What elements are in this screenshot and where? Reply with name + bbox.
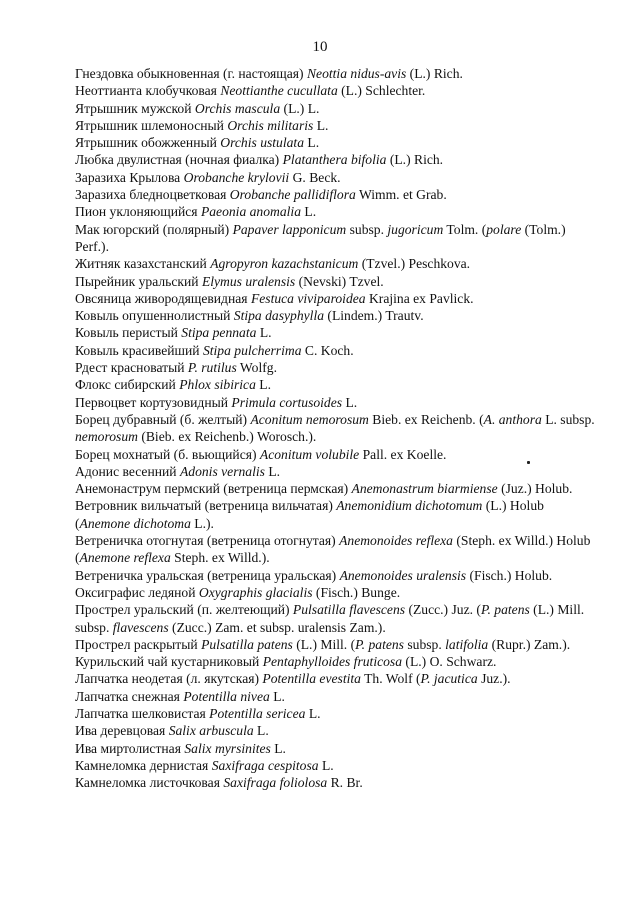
entry-text: Гнездовка обыкновенная (г. настоящая) <box>75 66 307 81</box>
entry-text: (L.) L. <box>280 100 320 116</box>
entry-text: Борец мохнатый (б. вьющийся) <box>75 446 260 462</box>
entry-text: L. <box>270 740 286 756</box>
entry-text: Ятрышник шлемоносный <box>75 117 228 133</box>
entry-text: Мак югорский (полярный) <box>75 221 233 237</box>
species-entry <box>75 670 595 687</box>
latin-name: Adonis vernalis <box>179 463 265 479</box>
species-entry <box>75 653 595 670</box>
latin-name: P. patens <box>480 602 530 618</box>
latin-name: Pentaphylloides fruticosa <box>262 654 403 670</box>
entry-text: Заразиха Крылова <box>75 169 184 185</box>
species-entry <box>75 290 595 307</box>
entry-text: L. <box>301 204 317 220</box>
latin-name: Festuca viviparoidea <box>250 290 366 306</box>
entry-text: Steph. ex Willd.). <box>170 550 270 566</box>
species-entry <box>75 688 595 705</box>
species-entry <box>75 497 595 532</box>
entry-text: Пырейник уральский <box>75 273 202 289</box>
latin-name: Paeonia anomalia <box>200 204 301 220</box>
latin-name: Anemonastrum biarmiense <box>351 481 498 497</box>
entry-text: Tolm. ( <box>443 221 487 237</box>
latin-name: Orchis militaris <box>227 117 314 133</box>
entry-text: L. <box>269 688 285 704</box>
entry-text: Анемонаструм пермский (ветреница пермская) <box>75 481 352 497</box>
entry-text: (Fisch.) Holub. <box>466 567 553 583</box>
species-entry <box>75 774 595 791</box>
entry-text: Bieb. ex Reichenb. ( <box>368 411 484 427</box>
entry-text: Лапчатка снежная <box>75 688 184 704</box>
species-entry <box>75 463 595 480</box>
species-entry <box>75 324 595 341</box>
entry-text: (L.) Holub ( <box>75 498 544 531</box>
entry-text: Лапчатка шелковистая <box>75 705 210 721</box>
entry-text: L. <box>253 723 269 739</box>
entry-text: (Bieb. ex Reichenb.) Worosch.). <box>137 429 317 445</box>
latin-name: P. rutilus <box>187 360 237 376</box>
latin-name: Neottianthe cucullata <box>220 83 338 99</box>
entry-text: Камнеломка листочковая <box>75 775 224 791</box>
entry-text: (Tolm.) Perf.). <box>75 221 566 254</box>
entry-text: Курильский чай кустарниковый <box>75 654 263 670</box>
species-entry <box>75 705 595 722</box>
entry-text: Wimm. et Grab. <box>355 187 447 203</box>
entry-text: subsp. <box>403 636 446 652</box>
entry-text: Заразиха бледноцветковая <box>75 187 230 203</box>
entry-text: (Steph. ex Willd.) Holub ( <box>75 533 591 566</box>
species-entry <box>75 203 595 220</box>
entry-text: Ятрышник мужской <box>75 100 195 116</box>
species-entry <box>75 100 595 117</box>
latin-name: P. patens <box>355 636 404 652</box>
entry-text: Оксиграфис ледяной <box>75 584 199 600</box>
latin-name: polare <box>486 221 522 237</box>
latin-name: Phlox sibirica <box>179 377 256 393</box>
latin-name: Anemone reflexa <box>79 550 171 566</box>
entry-text: (L.) Schlechter. <box>337 83 426 99</box>
entry-text: (L.) Mill. subsp. <box>75 602 585 635</box>
entry-text: L. <box>255 377 271 393</box>
latin-name: P. jacutica <box>420 671 478 687</box>
scan-speck <box>527 461 530 464</box>
latin-name: Anemonoides uralensis <box>339 567 467 583</box>
entry-text: (Rupr.) Zam.). <box>488 636 571 652</box>
entry-text: Ива миртолистная <box>75 740 185 756</box>
entry-text: Лапчатка неодетая (л. якутская) <box>75 671 263 687</box>
latin-name: Potentilla evestita <box>262 671 361 687</box>
entry-text: L.). <box>190 515 214 531</box>
species-entry <box>75 740 595 757</box>
species-entry <box>75 307 595 324</box>
latin-name: latifolia <box>445 636 489 652</box>
latin-name: flavescens <box>112 619 169 635</box>
species-entry <box>75 221 595 256</box>
entry-text: Ива деревцовая <box>75 723 169 739</box>
species-entry <box>75 757 595 774</box>
entry-text: Ковыль красивейший <box>75 342 203 358</box>
latin-name: Aconitum volubile <box>259 446 360 462</box>
entry-text: Камнеломка дернистая <box>75 757 212 773</box>
entry-text: Флокс сибирский <box>75 377 180 393</box>
latin-name: Orchis ustulata <box>220 135 305 151</box>
species-entry <box>75 169 595 186</box>
species-entry <box>75 82 595 99</box>
entry-text: (L.) Rich. <box>406 66 463 81</box>
entry-text: L. <box>318 757 334 773</box>
entry-text: Krajina ex Pavlick. <box>365 290 474 306</box>
species-entry <box>75 376 595 393</box>
entry-text: (Nevski) Tzvel. <box>295 273 384 289</box>
entry-text: Pall. ex Koelle. <box>359 446 447 462</box>
latin-name: Agropyron kazachstanicum <box>210 256 359 272</box>
entry-text: Овсяница живородящевидная <box>75 290 251 306</box>
entry-text: (Fisch.) Bunge. <box>312 584 401 600</box>
latin-name: Pulsatilla flavescens <box>292 602 406 618</box>
entry-text: Любка двулистная (ночная фиалка) <box>75 152 283 168</box>
latin-name: Saxifraga cespitosa <box>211 757 319 773</box>
latin-name: Salix arbuscula <box>168 723 254 739</box>
latin-name: Aconitum nemorosum <box>250 411 369 427</box>
species-list <box>75 65 595 791</box>
entry-text: Ятрышник обожженный <box>75 135 221 151</box>
species-entry <box>75 567 595 584</box>
entry-text: L. <box>256 325 272 341</box>
page-number: 10 <box>312 39 328 55</box>
species-entry <box>75 359 595 376</box>
entry-text: Адонис весенний <box>75 463 180 479</box>
species-entry <box>75 255 595 272</box>
species-entry <box>75 186 595 203</box>
species-entry <box>75 134 595 151</box>
species-entry <box>75 480 595 497</box>
entry-text: (Lindem.) Trautv. <box>324 308 424 324</box>
latin-name: nemorosum <box>75 429 138 445</box>
latin-name: Stipa dasyphylla <box>233 308 325 324</box>
latin-name: Salix myrsinites <box>184 740 271 756</box>
latin-name: Neottia nidus-avis <box>306 66 407 81</box>
entry-text: C. Koch. <box>301 342 354 358</box>
species-entry <box>75 151 595 168</box>
entry-text: L. <box>305 705 321 721</box>
latin-name: Platanthera bifolia <box>282 152 387 168</box>
entry-text: L. <box>342 394 358 410</box>
species-entry <box>75 342 595 359</box>
entry-text: Пион уклоняющийся <box>75 204 201 220</box>
latin-name: Stipa pulcherrima <box>202 342 302 358</box>
entry-text: R. Br. <box>327 775 363 791</box>
species-entry <box>75 601 595 636</box>
latin-name: Orobanche pallidiflora <box>229 187 356 203</box>
species-entry <box>75 532 595 567</box>
entry-text: L. <box>264 463 281 479</box>
entry-text: Житняк казахстанский <box>75 256 211 272</box>
entry-text: Ветреничка уральская (ветреница уральская) <box>75 567 340 583</box>
latin-name: Pulsatilla patens <box>201 636 293 652</box>
entry-text: (Juz.) Holub. <box>497 481 573 497</box>
species-entry <box>75 65 595 82</box>
entry-text: Ветровник вильчатый (ветреница вильчатая) <box>75 498 337 514</box>
entry-text: Первоцвет кортузовидный <box>75 394 232 410</box>
entry-text: Wolfg. <box>236 360 277 376</box>
entry-text: L. <box>304 135 320 151</box>
entry-text: G. Beck. <box>289 169 341 185</box>
entry-text: Ковыль опушеннолистный <box>75 308 234 324</box>
species-entry <box>75 584 595 601</box>
latin-name: Anemonoides reflexa <box>339 533 453 549</box>
entry-text: Juz.). <box>477 671 511 687</box>
species-entry <box>75 446 595 463</box>
latin-name: Primula cortusoides <box>231 394 343 410</box>
species-entry <box>75 411 595 446</box>
latin-name: Saxifraga foliolosa <box>223 775 328 791</box>
species-entry <box>75 636 595 653</box>
entry-text: (L.) Mill. ( <box>292 636 356 652</box>
species-entry <box>75 394 595 411</box>
species-entry <box>75 117 595 134</box>
entry-text: Ковыль перистый <box>75 325 182 341</box>
entry-text: Th. Wolf ( <box>360 671 421 687</box>
entry-text: Прострел уральский (п. желтеющий) <box>75 602 293 618</box>
entry-text: Ветреничка отогнутая (ветреница отогнутая) <box>75 533 340 549</box>
latin-name: Oxygraphis glacialis <box>198 584 313 600</box>
entry-text: subsp. <box>346 221 388 237</box>
entry-text: L. subsp. <box>541 411 595 427</box>
entry-text: (Tzvel.) Peschkova. <box>358 256 471 272</box>
latin-name: Anemone dichotoma <box>79 515 191 531</box>
latin-name: A. anthora <box>483 411 542 427</box>
entry-text: (L.) Rich. <box>386 152 444 168</box>
entry-text: (Zucc.) Zam. et subsp. uralensis Zam.). <box>168 619 386 635</box>
latin-name: Potentilla nivea <box>183 688 270 704</box>
entry-text: (L.) O. Schwarz. <box>402 654 497 670</box>
latin-name: Papaver lapponicum <box>232 221 347 237</box>
entry-text: Рдест красноватый <box>75 360 188 376</box>
entry-text: Неоттианта клобучковая <box>75 83 221 99</box>
entry-text: L. <box>313 117 329 133</box>
entry-text: (Zucc.) Juz. ( <box>405 602 481 618</box>
latin-name: Elymus uralensis <box>201 273 296 289</box>
latin-name: Orchis mascula <box>194 100 281 116</box>
species-entry <box>75 722 595 739</box>
entry-text: Прострел раскрытый <box>75 636 202 652</box>
latin-name: Anemonidium dichotomum <box>336 498 483 514</box>
latin-name: jugoricum <box>387 221 444 237</box>
latin-name: Potentilla sericea <box>209 705 306 721</box>
latin-name: Orobanche krylovii <box>183 169 290 185</box>
entry-text: Борец дубравный (б. желтый) <box>75 411 251 427</box>
latin-name: Stipa pennata <box>181 325 257 341</box>
species-entry <box>75 273 595 290</box>
